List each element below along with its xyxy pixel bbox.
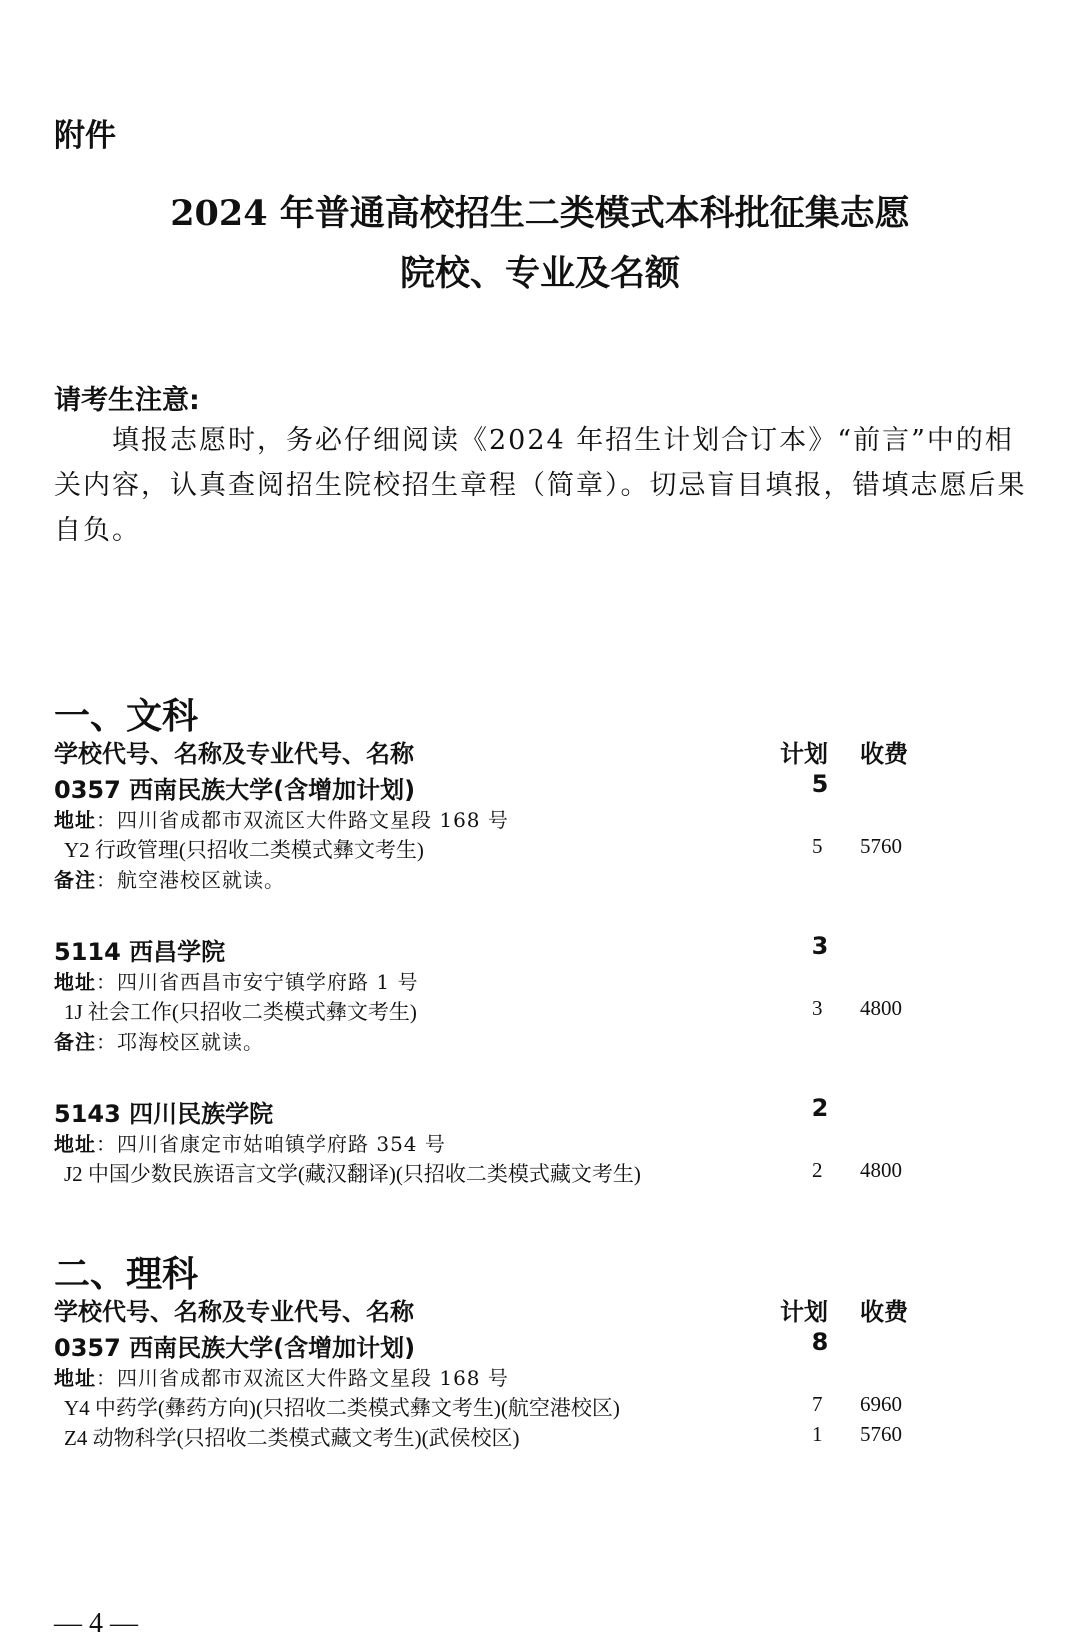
school-address [54, 1128, 446, 1157]
column-header-name: 学校代号、名称及专业代号、名称 [54, 1298, 414, 1326]
address-label: 地址 [54, 1132, 96, 1156]
address-text: ：四川省西昌市安宁镇学府路 1 号 [96, 970, 419, 994]
major-fee: 5760 [860, 1422, 902, 1446]
school-name: 0357 西南民族大学(含增加计划) [54, 776, 416, 804]
school-remark [54, 1026, 264, 1055]
address-label: 地址 [54, 808, 96, 832]
school-plan: 8 [811, 1328, 829, 1356]
notice-body: 填报志愿时，务必仔细阅读《2024 年招生计划合订本》“前言”中的相关内容，认真查阅招生院校招生章程（简章）。切忌盲目填报，错填志愿后果自负。 [54, 425, 1027, 546]
page-title-line1: 2024 年普通高校招生二类模式本科批征集志愿 [170, 193, 910, 234]
remark-label: 备注 [54, 868, 96, 892]
school-plan: 5 [811, 770, 829, 798]
major-name: Y2 行政管理(只招收二类模式彝文考生) [64, 838, 424, 862]
remark-text: ：邛海校区就读。 [96, 1030, 264, 1054]
address-label: 地址 [54, 1366, 96, 1390]
school-address [54, 1362, 509, 1391]
school-remark [54, 864, 285, 893]
major-name: Y4 中药学(彝药方向)(只招收二类模式彝文考生)(航空港校区) [64, 1396, 620, 1420]
page-number: — 4 — [54, 1608, 138, 1639]
school-name: 0357 西南民族大学(含增加计划) [54, 1334, 416, 1362]
major-name: 1J 社会工作(只招收二类模式彝文考生) [64, 1000, 417, 1024]
school-name: 5114 西昌学院 [54, 938, 226, 966]
major-fee: 5760 [860, 834, 902, 858]
column-header-plan: 计划 [780, 740, 828, 768]
section-heading-arts: 一、文科 [54, 696, 199, 737]
section-heading-science: 二、理科 [54, 1254, 199, 1295]
column-header-fee: 收费 [860, 740, 908, 768]
column-header-name: 学校代号、名称及专业代号、名称 [54, 740, 414, 768]
remark-label: 备注 [54, 1030, 96, 1054]
major-name: J2 中国少数民族语言文学(藏汉翻译)(只招收二类模式藏文考生) [64, 1162, 641, 1186]
address-text: ：四川省成都市双流区大件路文星段 168 号 [96, 1366, 509, 1390]
remark-text: ：航空港校区就读。 [96, 868, 285, 892]
address-text: ：四川省康定市姑咱镇学府路 354 号 [96, 1132, 446, 1156]
major-name: Z4 动物科学(只招收二类模式藏文考生)(武侯校区) [64, 1426, 520, 1450]
school-name: 5143 四川民族学院 [54, 1100, 274, 1128]
column-header-fee: 收费 [860, 1298, 908, 1326]
major-plan: 2 [812, 1158, 823, 1182]
notice-heading: 请考生注意: [54, 385, 200, 416]
major-fee: 4800 [860, 996, 902, 1020]
page-title-line2: 院校、专业及名额 [399, 253, 680, 294]
school-plan: 2 [811, 1094, 829, 1122]
school-plan: 3 [811, 932, 829, 960]
major-fee: 6960 [860, 1392, 902, 1416]
major-fee: 4800 [860, 1158, 902, 1182]
school-address [54, 804, 509, 833]
column-header-plan: 计划 [780, 1298, 828, 1326]
school-address [54, 966, 418, 995]
major-plan: 5 [812, 834, 823, 858]
address-text: ：四川省成都市双流区大件路文星段 168 号 [96, 808, 509, 832]
major-plan: 1 [812, 1422, 823, 1446]
major-plan: 7 [812, 1392, 823, 1416]
attachment-label: 附件 [54, 118, 116, 154]
address-label: 地址 [54, 970, 96, 994]
major-plan: 3 [812, 996, 823, 1020]
